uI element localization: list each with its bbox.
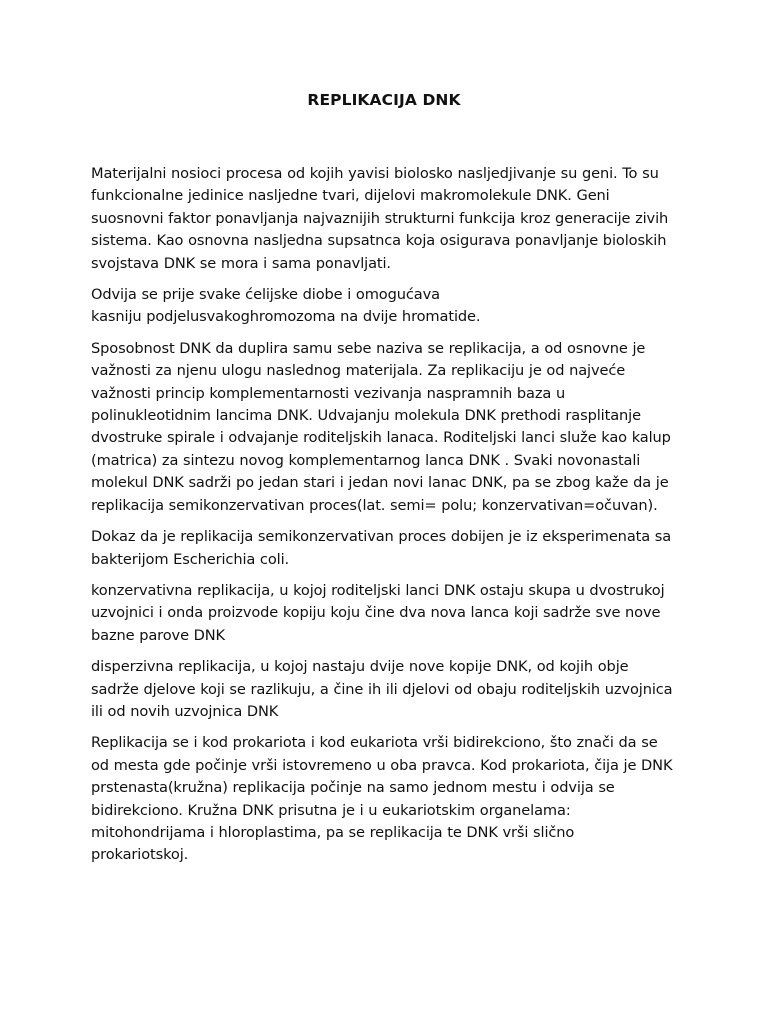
text-line: važnosti princip komplementarnosti vezivanja naspramnih baza u (91, 384, 566, 402)
text-line: bakterijom Escherichia coli. (91, 550, 290, 568)
text-line: Replikacija se i kod prokariota i kod eukariota vrši bidirekciono, što znači da se (91, 734, 658, 752)
text-line: bazne parove DNK (91, 626, 226, 644)
text-line: Sposobnost DNK da duplira samu sebe naziva se replikacija, a od osnovne je (91, 339, 646, 357)
text-line: polinukleotidnim lancima DNK. Udvajanju molekula DNK prethodi rasplitanje (91, 407, 641, 425)
text-line: prstenasta(kružna) replikacija počinje na samo jednom mestu i odvija se (91, 779, 615, 797)
text-line: od mesta gde počinje vrši istovremeno u oba pravca. Kod prokariota, čija je DNK (91, 756, 673, 774)
text-line: suosnovni faktor ponavljanja najvaznijih strukturni funkcija kroz generacije zivih (91, 209, 669, 227)
paragraph-replication-definition (91, 338, 689, 517)
text-line: dvostruke spirale i odvajanje roditeljskih lanaca. Roditeljski lanci služe kao kalup (91, 429, 671, 447)
text-line: Dokaz da je replikacija semikonzervativan proces dobijen je iz eksperimenata sa (91, 528, 672, 546)
text-line: (matrica) za sintezu novog komplementarnog lanca DNK . Svaki novonastali (91, 451, 641, 469)
text-line: konzervativna replikacija, u kojoj roditeljski lanci DNK ostaju skupa u dvostrukoj (91, 581, 665, 599)
text-line: replikacija semikonzervativan proces(lat. semi= polu; konzervativan=očuvan). (91, 496, 658, 514)
paragraph-evidence (91, 526, 689, 571)
text-line: važnosti za njenu ulogu naslednog materijala. Za replikaciju je od najveće (91, 362, 626, 380)
paragraph-dispersive-replication (91, 656, 689, 723)
paragraph-genes (91, 163, 689, 275)
text-line: prokariotskoj. (91, 846, 189, 864)
paragraph-conservative-replication (91, 580, 689, 647)
text-line: Odvija se prije svake ćelijske diobe i omogućava (91, 286, 440, 304)
text-line: uzvojnici i onda proizvode kopiju koju čine dva nova lanca koji sadrže sve nove (91, 604, 661, 622)
text-line: kasniju podjelusvakoghromozoma na dvije hromatide. (91, 308, 481, 326)
text-line: disperzivna replikacija, u kojoj nastaju dvije nove kopije DNK, od kojih obje (91, 658, 629, 676)
text-line: svojstava DNK se mora i sama ponavljati. (91, 254, 391, 272)
paragraph-bidirectional-replication (91, 732, 689, 866)
document-body (91, 163, 689, 876)
paragraph-cell-division (91, 284, 689, 329)
text-line: mitohondrijama i hloroplastima, pa se replikacija te DNK vrši slično (91, 823, 575, 841)
text-line: molekul DNK sadrži po jedan stari i jedan novi lanac DNK, pa se zbog kaže da je (91, 474, 669, 492)
text-line: bidirekciono. Kružna DNK prisutna je i u eukariotskim organelama: (91, 801, 571, 819)
text-line: sadrže djelove koji se razlikuju, a čine ih ili djelovi od obaju roditeljskih uzvojnica (91, 680, 673, 698)
document-title: REPLIKACIJA DNK (307, 91, 461, 109)
text-line: ili od novih uzvojnica DNK (91, 702, 279, 720)
text-line: sistema. Kao osnovna nasljedna supsatnca koja osigurava ponavljanje bioloskih (91, 232, 667, 250)
text-line: Materijalni nosioci procesa od kojih yavisi biolosko nasljedjivanje su geni. To su (91, 165, 659, 182)
text-line: funkcionalne jedinice nasljedne tvari, dijelovi makromolekule DNK. Geni (91, 187, 610, 205)
